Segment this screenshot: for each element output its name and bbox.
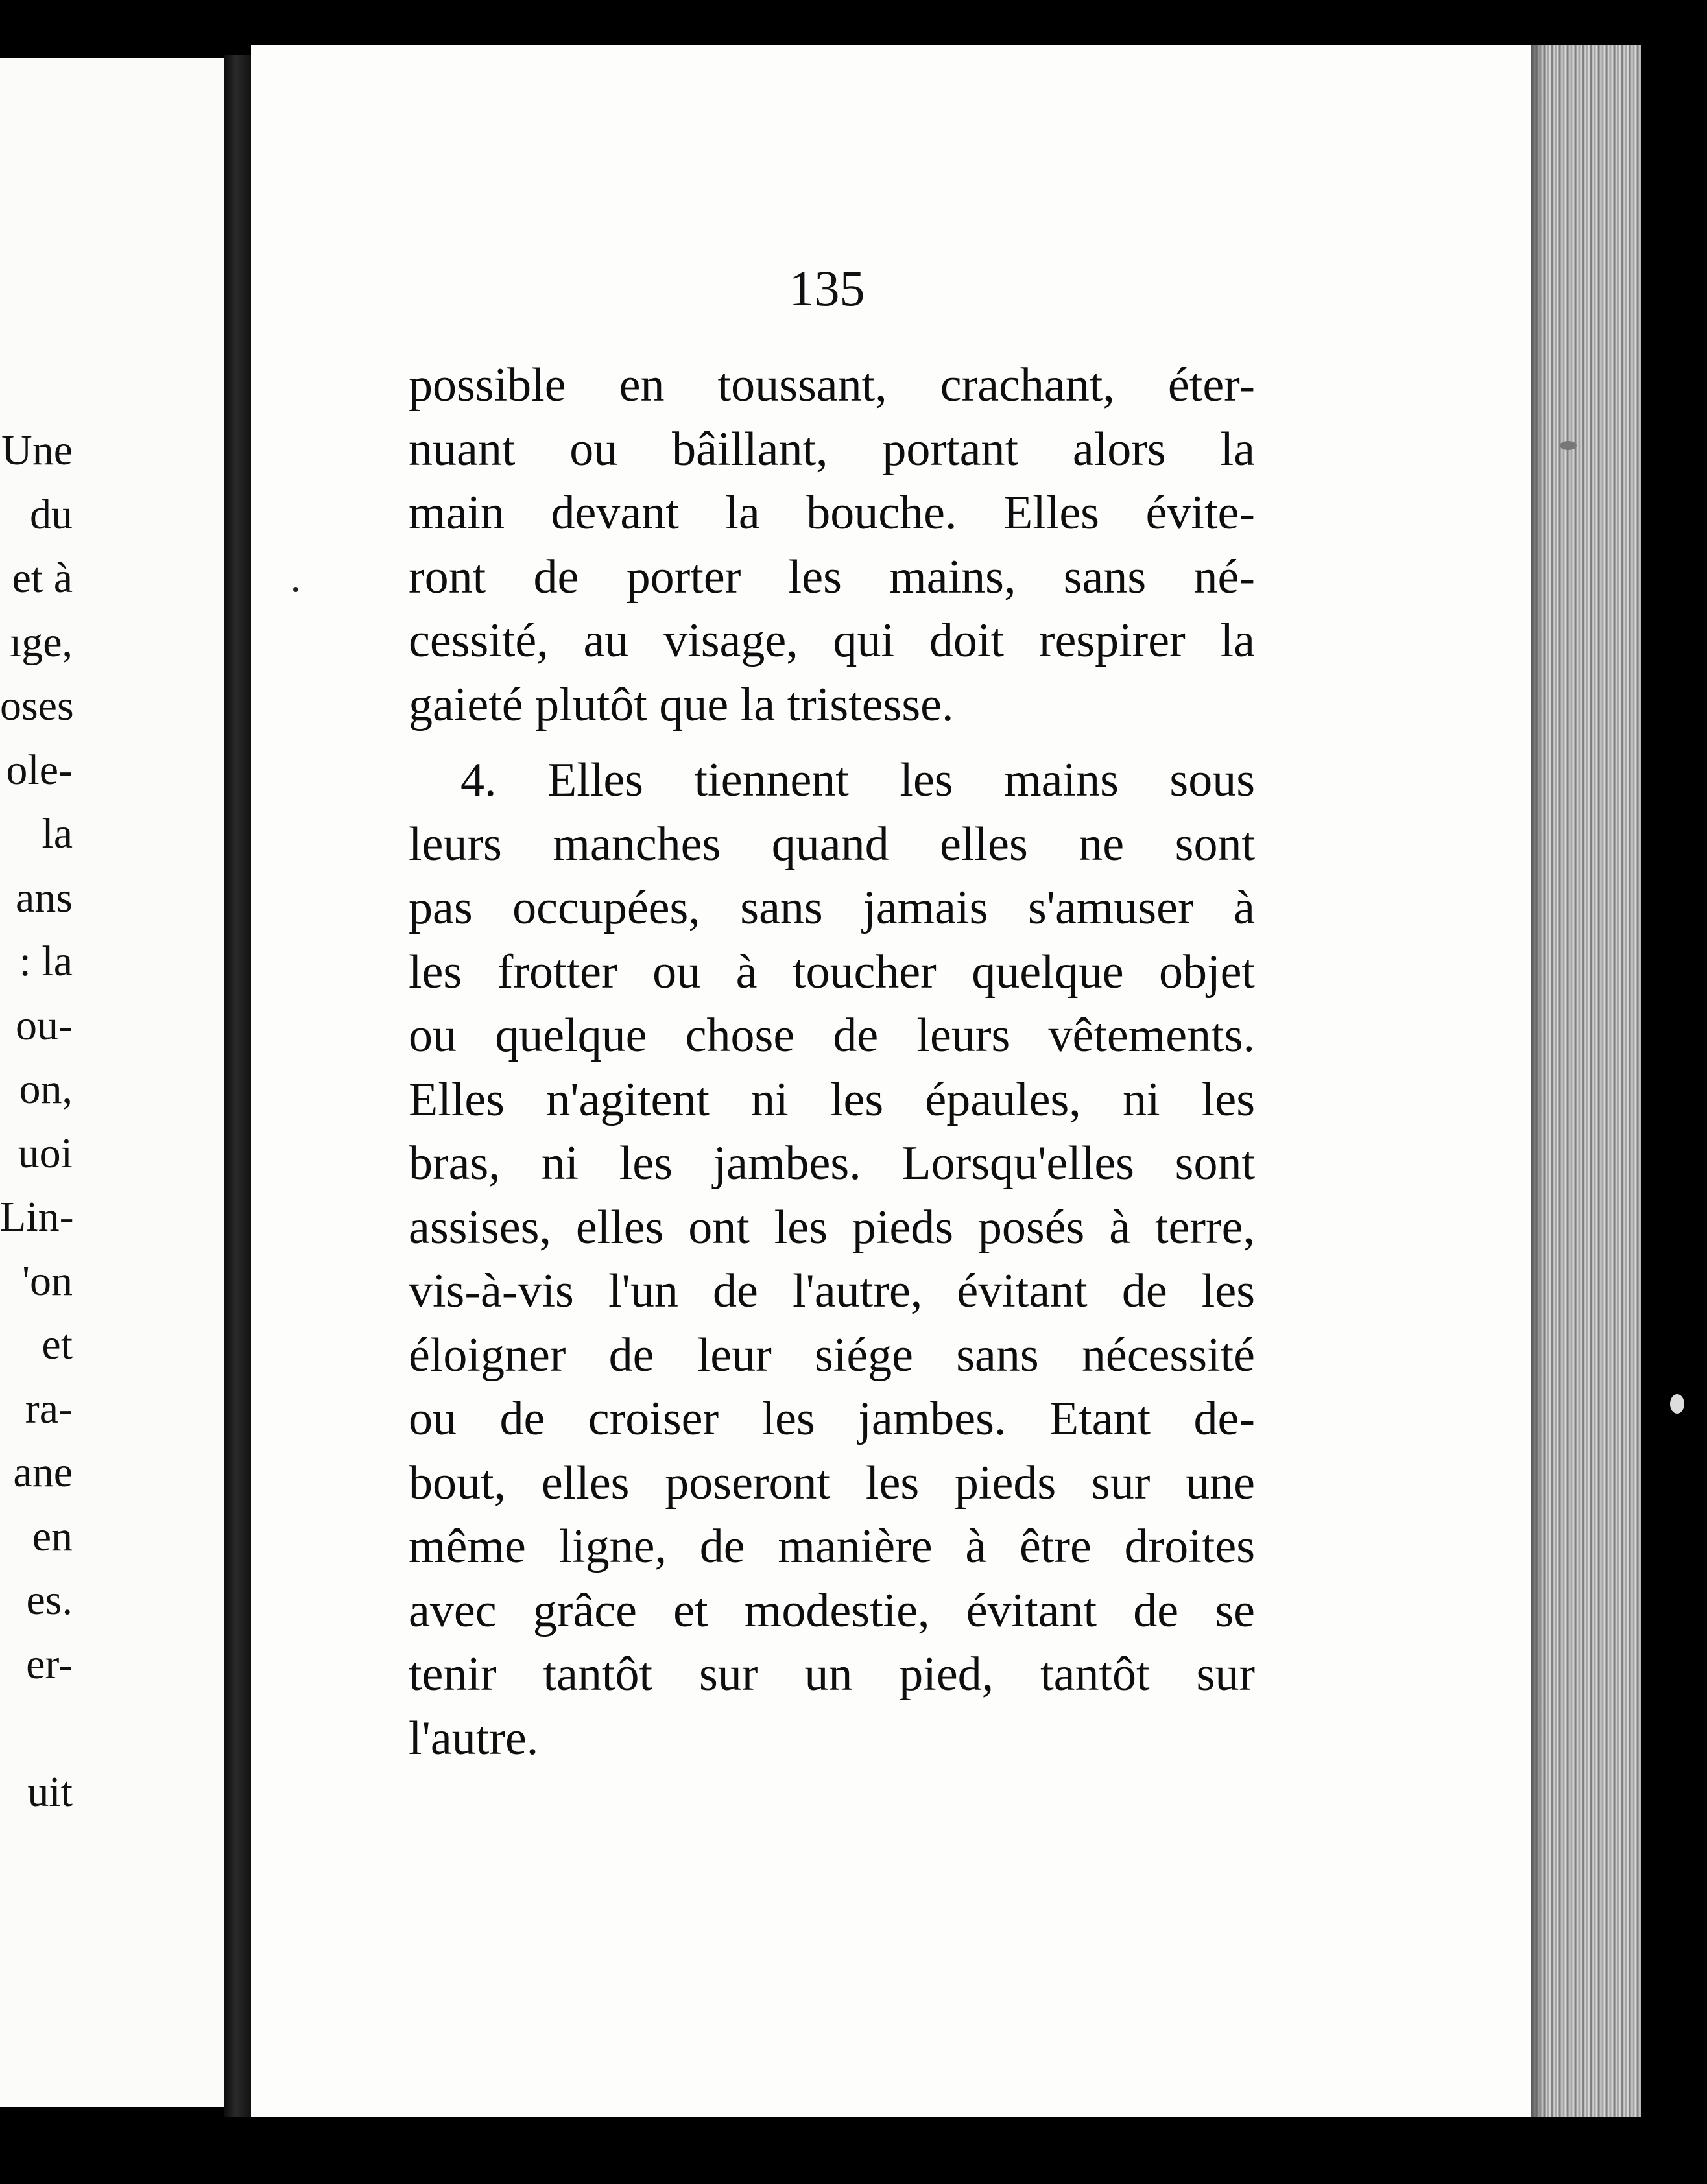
text-line: même ligne, de manière à être droites xyxy=(409,1520,1255,1573)
page-edges xyxy=(1531,45,1641,2117)
paragraph-gap xyxy=(409,737,1255,748)
left-line: on, xyxy=(19,1065,73,1113)
left-line: Une xyxy=(1,427,73,474)
text-line: Elles n'agitent ni les épaules, ni les xyxy=(409,1073,1255,1126)
left-line: du xyxy=(30,490,73,538)
text-line: nuant ou bâillant, portant alors la xyxy=(409,422,1255,476)
left-line: ou- xyxy=(16,1001,73,1049)
text-line: assises, elles ont les pieds posés à terre, xyxy=(409,1200,1255,1254)
left-line: Lin- xyxy=(0,1193,74,1240)
text-line: avec grâce et modestie, évitant de se xyxy=(409,1584,1255,1637)
book-gutter xyxy=(224,55,251,2117)
left-line: er- xyxy=(26,1640,73,1688)
left-line xyxy=(0,1696,73,1761)
paragraph-1 xyxy=(409,353,1255,737)
text-line: gaieté plutôt que la tristesse. xyxy=(409,678,954,731)
scan-speck xyxy=(1560,441,1577,450)
scan-speck xyxy=(1670,1394,1684,1414)
left-page-text-fragments xyxy=(0,419,73,1824)
text-line: main devant la bouche. Elles évite- xyxy=(409,486,1255,540)
text-line: vis-à-vis l'un de l'autre, évitant de les xyxy=(409,1264,1255,1318)
left-line: ıge, xyxy=(9,618,73,666)
left-line: et à xyxy=(12,554,73,602)
page-number: 135 xyxy=(789,260,865,316)
text-line: leurs manches quand elles ne sont xyxy=(409,817,1255,871)
left-line: ole- xyxy=(6,746,73,794)
page-edge-shadow xyxy=(1531,45,1545,2117)
paragraph-2 xyxy=(409,748,1255,1770)
left-line: 'on xyxy=(22,1257,73,1305)
left-line: : la xyxy=(19,938,73,985)
left-line: ans xyxy=(16,873,73,921)
text-line: possible en toussant, crachant, éter- xyxy=(409,359,1255,412)
text-line: tenir tantôt sur un pied, tantôt sur xyxy=(409,1648,1255,1701)
text-line: bras, ni les jambes. Lorsqu'elles sont xyxy=(409,1137,1255,1190)
text-line: cessité, au visage, qui doit respirer la xyxy=(409,614,1255,667)
text-line: les frotter ou à toucher quelque objet xyxy=(409,945,1255,999)
left-line: oses xyxy=(0,682,74,730)
left-line: uoi xyxy=(18,1129,73,1177)
left-line: ra- xyxy=(25,1384,73,1432)
text-line: bout, elles poseront les pieds sur une xyxy=(409,1456,1255,1510)
text-line: l'autre. xyxy=(409,1711,539,1765)
page-body xyxy=(409,353,1255,1770)
text-line: ront de porter les mains, sans né- xyxy=(409,550,1255,604)
text-line: 4. Elles tiennent les mains sous xyxy=(460,754,1255,807)
left-line: uit xyxy=(27,1768,73,1816)
scan-speck xyxy=(293,587,298,592)
left-page xyxy=(0,58,228,2107)
left-line: la xyxy=(42,810,73,857)
left-line: en xyxy=(32,1512,73,1560)
left-line: ane xyxy=(13,1449,73,1496)
left-line: et xyxy=(42,1321,73,1368)
text-line: éloigner de leur siége sans nécessité xyxy=(409,1328,1255,1382)
left-line: es. xyxy=(26,1576,73,1624)
text-line: ou de croiser les jambes. Etant de- xyxy=(409,1392,1255,1445)
text-line: pas occupées, sans jamais s'amuser à xyxy=(409,881,1255,934)
text-line: ou quelque chose de leurs vêtements. xyxy=(409,1009,1255,1062)
